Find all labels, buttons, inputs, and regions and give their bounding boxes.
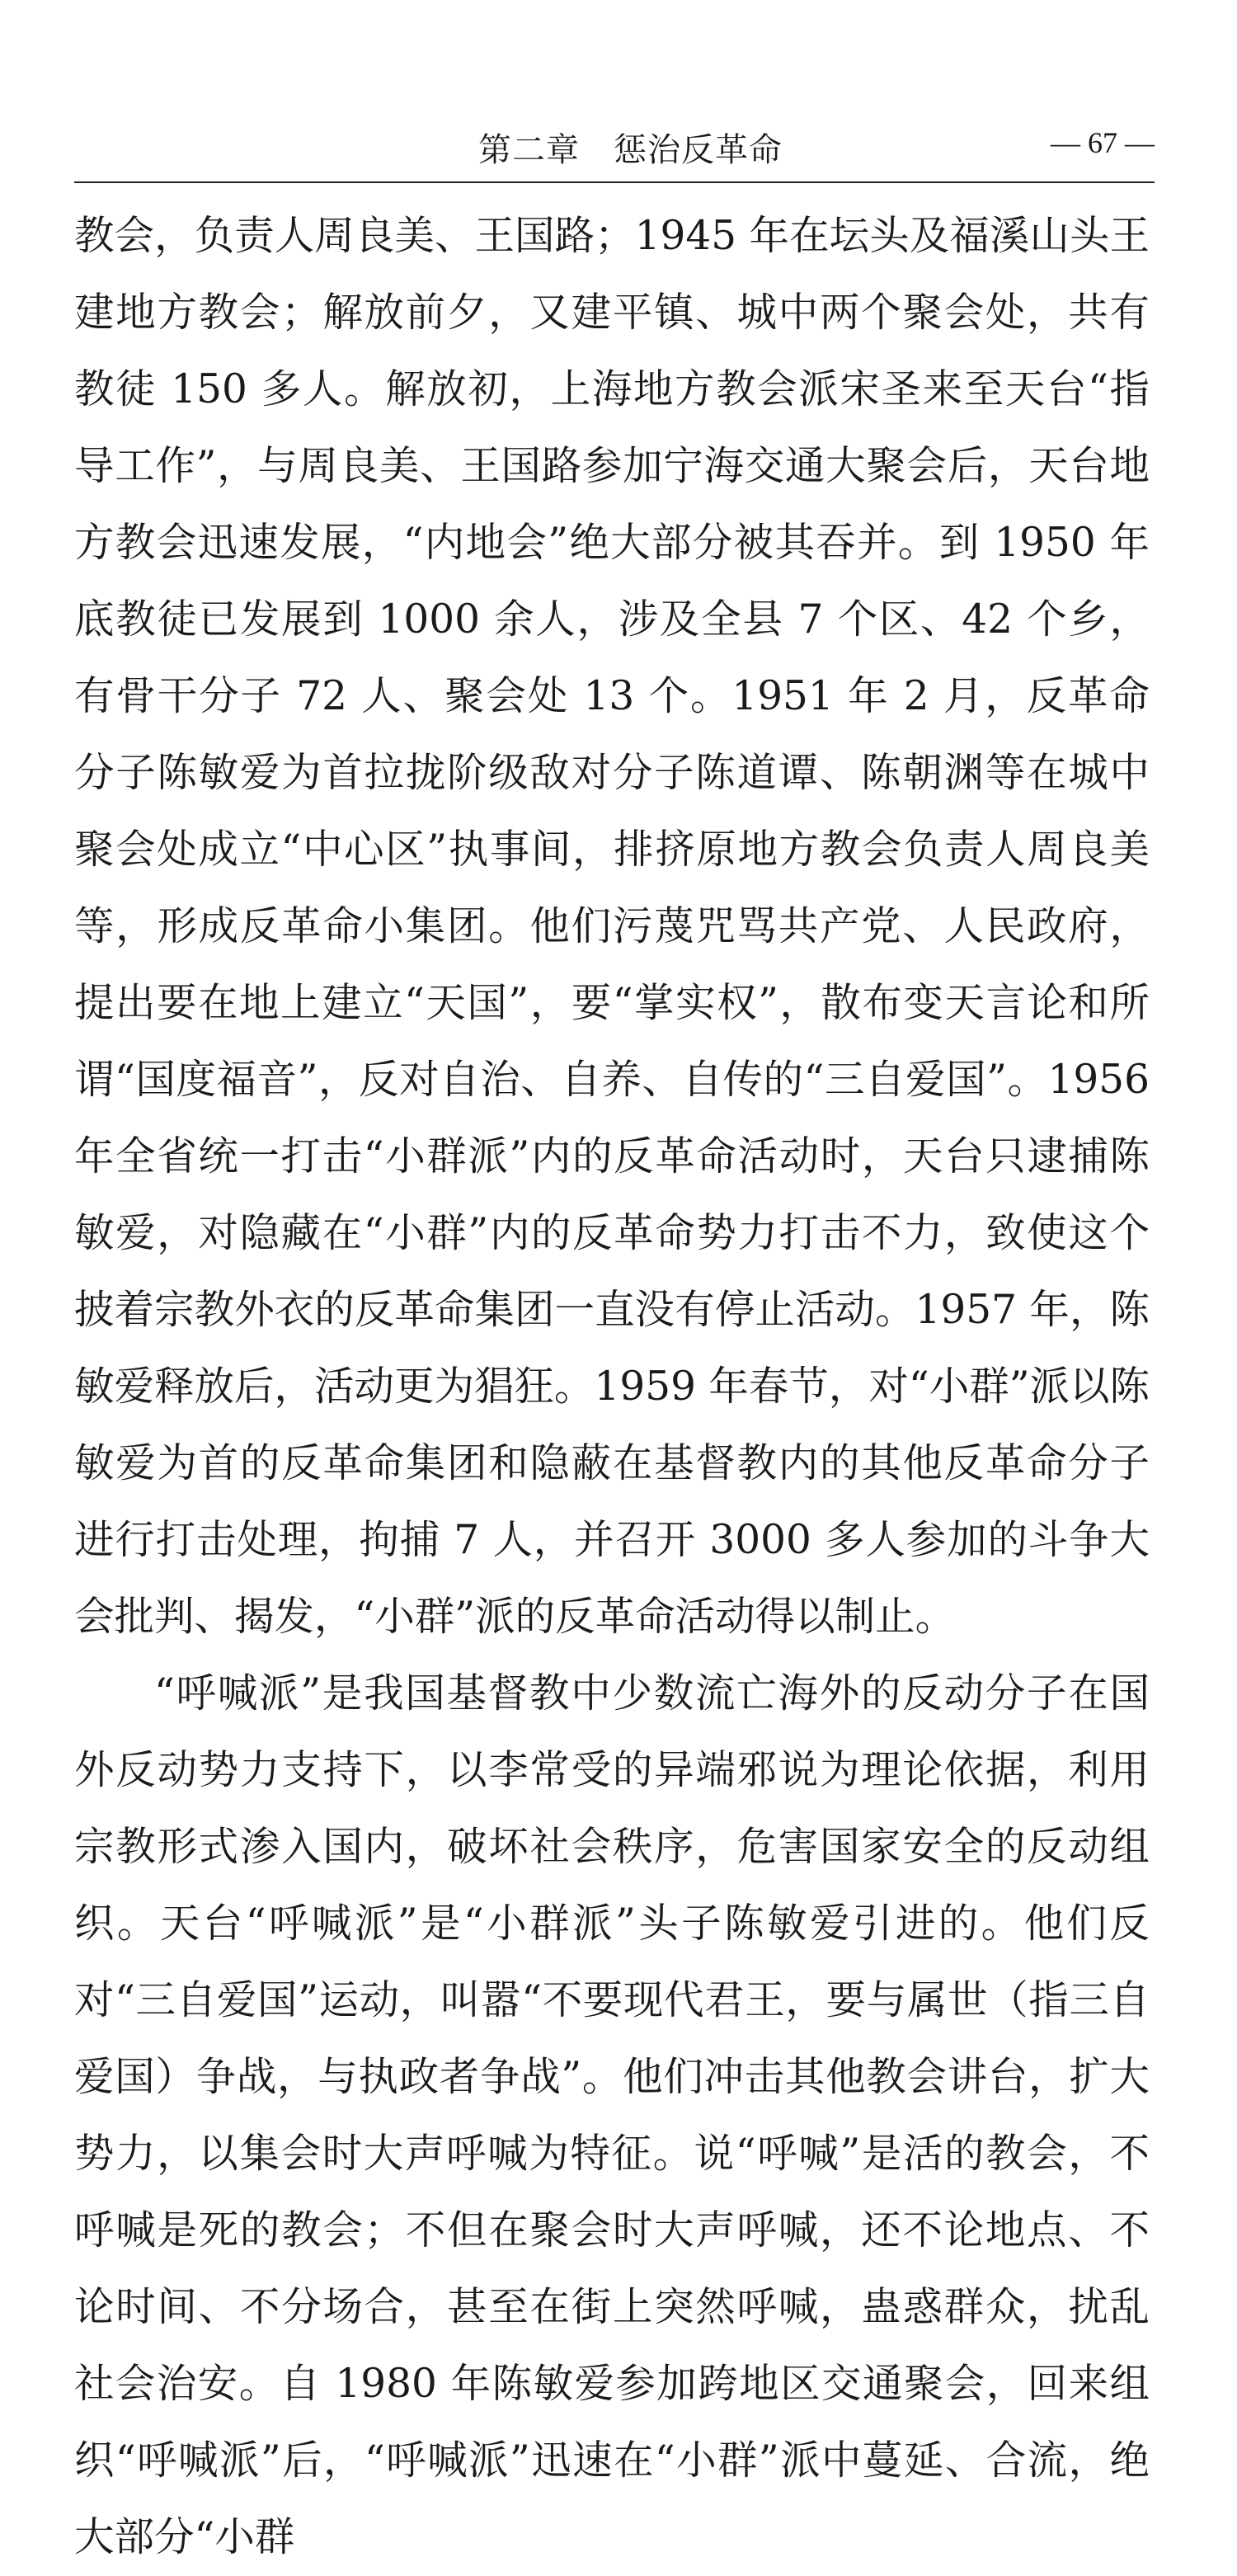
page-number: — 67 — xyxy=(1051,126,1155,159)
running-header xyxy=(74,115,1155,183)
paragraph-shouting-sect: “呼喊派”是我国基督教中少数流亡海外的反动分子在国外反动势力支持下，以李常受的异端邪说为理论依据，利用宗教形式渗入国内，破坏社会秩序，危害国家安全的反动组织。天台“呼喊派”是“小群派”头子陈敏爱引进的。他们反对“三自爱国”运动，叫嚣“不要现代君王，要与属世（指三自爱国）争战，与执政者争战”。他们冲击其他教会讲台，扩大势力，以集会时大声呼喊为特征。说“呼喊”是活的教会，不呼喊是死的教会；不但在聚会时大声呼喊，还不论地点、不论时间、不分场合，甚至在街上突然呼喊，蛊惑群众，扰乱社会治安。自 1980 年陈敏爱参加跨地区交通聚会，回来组织“呼喊派”后，“呼喊派”迅速在“小群”派中蔓延、合流，绝大部分“小群 xyxy=(74,1670,1150,2560)
paragraph-continued: 教会，负责人周良美、王国路；1945 年在坛头及福溪山头王建地方教会；解放前夕，又建平镇、城中两个聚会处，共有教徒 150 多人。解放初，上海地方教会派宋圣来至天台“指导工作”，与周良美、王国路参加宁海交通大聚会后，天台地方教会迅速发展，“内地会”绝大部分被其吞并。到 1950 年底教徒已发展到 1000 余人，涉及全县 7 个区、42 个乡，有骨干分子 72 人、聚会处 13 个。1951 年 2 月，反革命分子陈敏爱为首拉拢阶级敌对分子陈道谭、陈朝渊等在城中聚会处成立“中心区”执事间，排挤原地方教会负责人周良美等，形成反革命小集团。他们污蔑咒骂共产党、人民政府，提出要在地上建立“天国”，要“掌实权”，散布变天言论和所谓“国度福音”，反对自治、自养、自传的“三自爱国”。1956 年全省统一打击“小群派”内的反革命活动时，天台只逮捕陈敏爱，对隐藏在“小群”内的反革命势力打击不力，致使这个披着宗教外衣的反革命集团一直没有停止活动。1957 年，陈敏爱释放后，活动更为猖狂。1959 年春节，对“小群”派以陈敏爱为首的反革命集团和隐蔽在基督教内的其他反革命分子进行打击处理，拘捕 7 人，并召开 3000 多人参加的斗争大会批判、揭发，“小群”派的反革命活动得以制止。 xyxy=(74,213,1150,1640)
chapter-title: 第二章 惩治反革命 xyxy=(478,131,783,169)
page-body xyxy=(74,198,1150,2576)
